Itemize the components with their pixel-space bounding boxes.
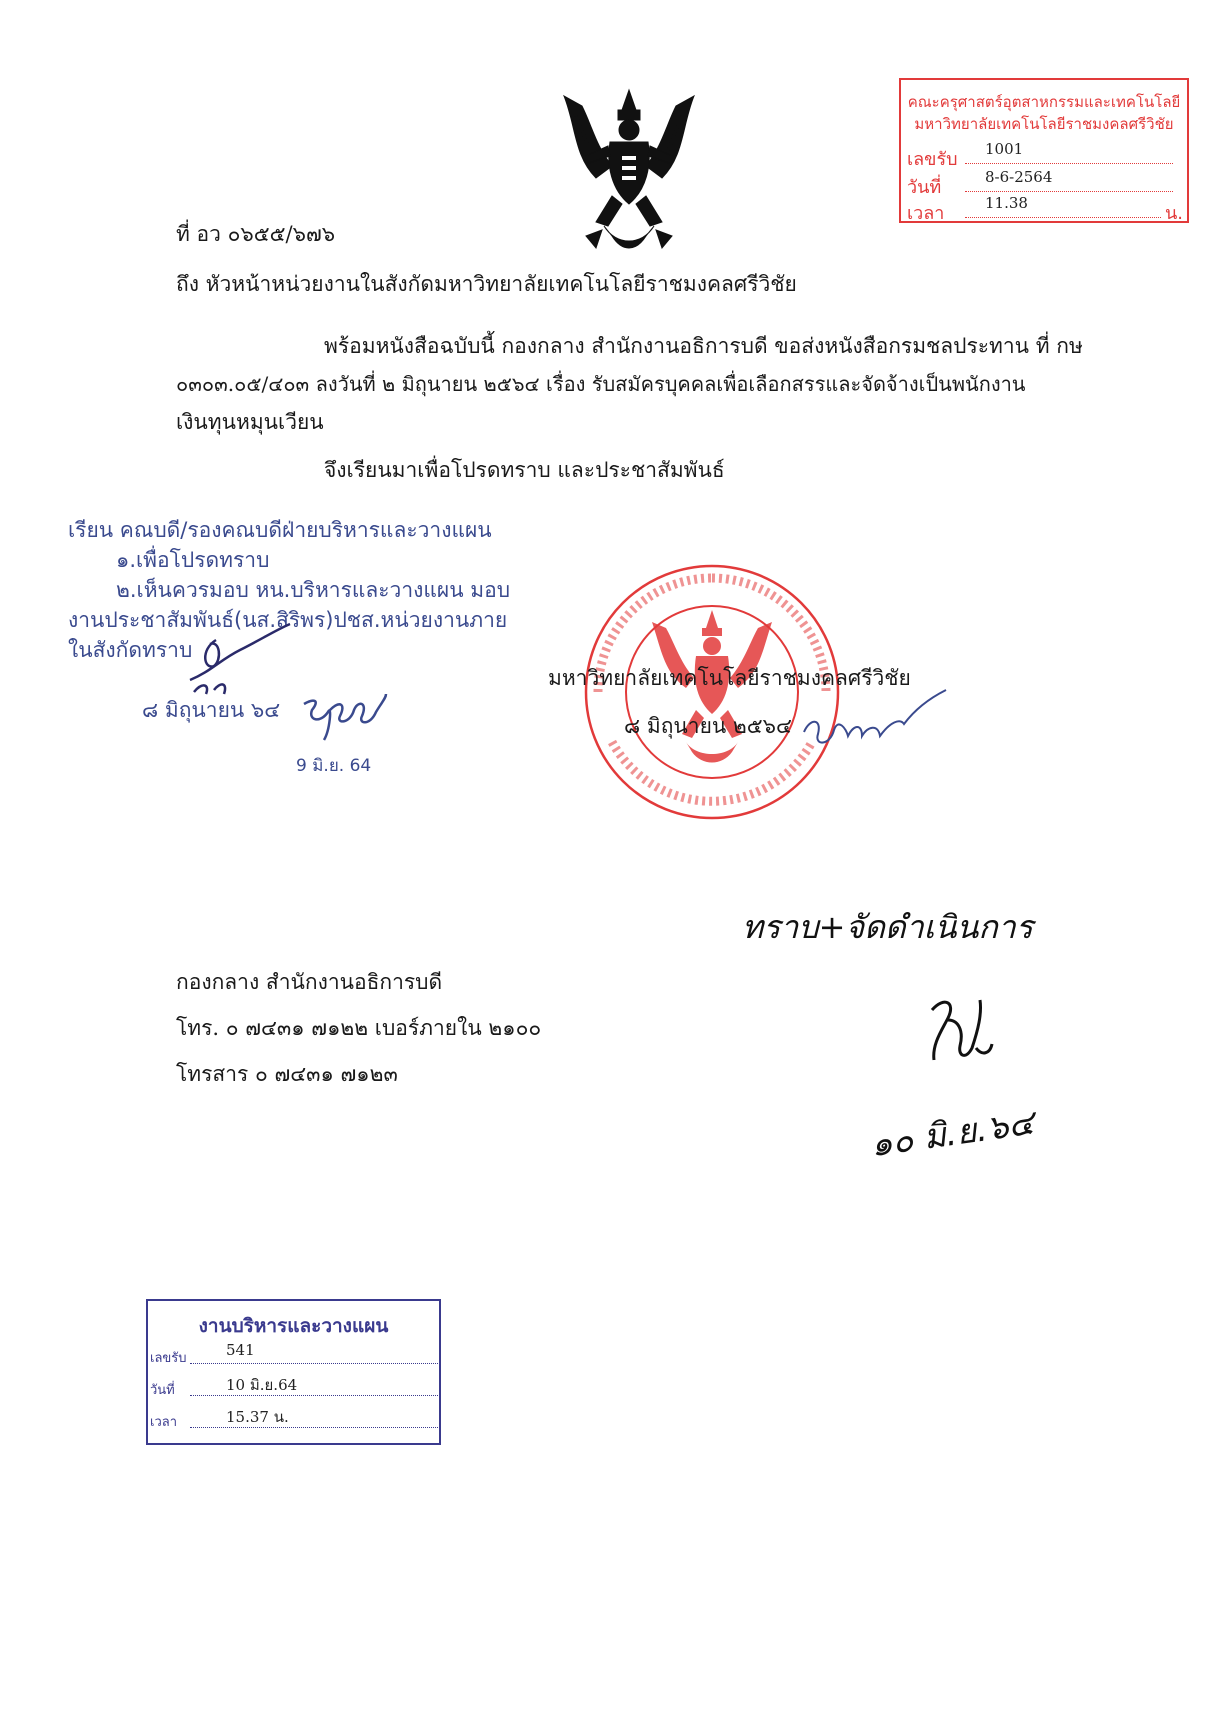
letter-reference: ที่ อว ๐๖๕๕/๖๗๖ [176, 222, 336, 246]
receive-stamp-time-label: เวลา [907, 203, 945, 224]
garuda-emblem-icon [556, 86, 702, 258]
planning-stamp-date-value: 10 มิ.ย.64 [226, 1376, 298, 1394]
letter-body-line-1: พร้อมหนังสือฉบับนี้ กองกลาง สำนักงานอธิการบดี ขอส่งหนังสือกรมชลประทาน ที่ กษ [324, 334, 1083, 358]
handwritten-date: ๑๐ มิ.ย.๖๔ [868, 1102, 1037, 1166]
planning-stamp-date-row [150, 1376, 440, 1399]
contact-office: กองกลาง สำนักงานอธิการบดี [176, 970, 443, 994]
receive-stamp-time-suffix: น. [1164, 203, 1183, 224]
receive-stamp-number-label: เลขรับ [907, 149, 958, 170]
planning-stamp [146, 1299, 441, 1445]
planning-stamp-time-value: 15.37 น. [226, 1408, 289, 1426]
receive-stamp-number-row [907, 140, 1183, 170]
signature-scribble-1 [180, 620, 300, 700]
signer-signature [800, 688, 950, 758]
receive-stamp-university: มหาวิทยาลัยเทคโนโลยีราชมงคลศรีวิชัย [914, 115, 1174, 133]
receive-stamp-date-row [907, 168, 1183, 198]
letter-body-line-2: ๐๓๐๓.๐๕/๔๐๓ ลงวันที่ ๒ มิถุนายน ๒๕๖๔ เรื่อง รับสมัครบุคคลเพื่อเลือกสรรและจัดจ้างเป็นพนักงาน [176, 372, 1026, 396]
letter-body-line-3: เงินทุนหมุนเวียน [176, 410, 324, 434]
routing-note-line-1: เรียน คณบดี/รองคณบดีฝ่ายบริหารและวางแผน [68, 518, 492, 542]
planning-stamp-title: งานบริหารและวางแผน [198, 1315, 389, 1337]
routing-note-line-2: ๑.เพื่อโปรดทราบ [116, 548, 270, 572]
handwritten-signature [924, 990, 1004, 1070]
receive-stamp [899, 78, 1189, 223]
planning-stamp-number-label: เลขรับ [150, 1351, 187, 1366]
planning-stamp-date-label: วันที่ [150, 1383, 175, 1398]
signer-date: ๘ มิถุนายน ๒๕๖๔ [624, 714, 792, 738]
planning-stamp-time-label: เวลา [150, 1415, 178, 1430]
letter-closing: จึงเรียนมาเพื่อโปรดทราบ และประชาสัมพันธ์ [324, 458, 725, 482]
routing-note-line-3: ๒.เห็นควรมอบ หน.บริหารและวางแผน มอบ [116, 578, 511, 602]
receive-stamp-faculty: คณะครุศาสตร์อุตสาหกรรมและเทคโนโลยี [907, 93, 1181, 111]
routing-note-line-5: ในสังกัดทราบ [68, 638, 193, 662]
routing-note-initials-date: 9 มิ.ย. 64 [296, 756, 372, 776]
routing-note-line-4: งานประชาสัมพันธ์(นส.สิริพร)ปชส.หน่วยงานภาย [68, 608, 508, 632]
signature-scribble-2 [300, 690, 390, 750]
planning-stamp-time-row [150, 1408, 440, 1431]
receive-stamp-date-label: วันที่ [907, 177, 942, 198]
planning-stamp-number-value: 541 [226, 1341, 255, 1359]
contact-fax: โทรสาร ๐ ๗๔๓๑ ๗๑๒๓ [176, 1062, 398, 1086]
receive-stamp-time-value: 11.38 [985, 194, 1028, 212]
handwritten-instruction: ทราบ+จัดดำเนินการ [742, 908, 1033, 946]
receive-stamp-number-value: 1001 [985, 140, 1024, 158]
contact-phone: โทร. ๐ ๗๔๓๑ ๗๑๒๒ เบอร์ภายใน ๒๑๐๐ [176, 1016, 542, 1040]
signer-organization: มหาวิทยาลัยเทคโนโลยีราชมงคลศรีวิชัย [548, 666, 911, 690]
routing-note-date: ๘ มิถุนายน ๖๔ [142, 698, 281, 722]
receive-stamp-time-row [907, 194, 1183, 224]
planning-stamp-number-row [150, 1341, 440, 1367]
receive-stamp-date-value: 8-6-2564 [985, 168, 1053, 186]
letter-recipient: ถึง หัวหน้าหน่วยงานในสังกัดมหาวิทยาลัยเทคโนโลยีราชมงคลศรีวิชัย [176, 272, 797, 296]
